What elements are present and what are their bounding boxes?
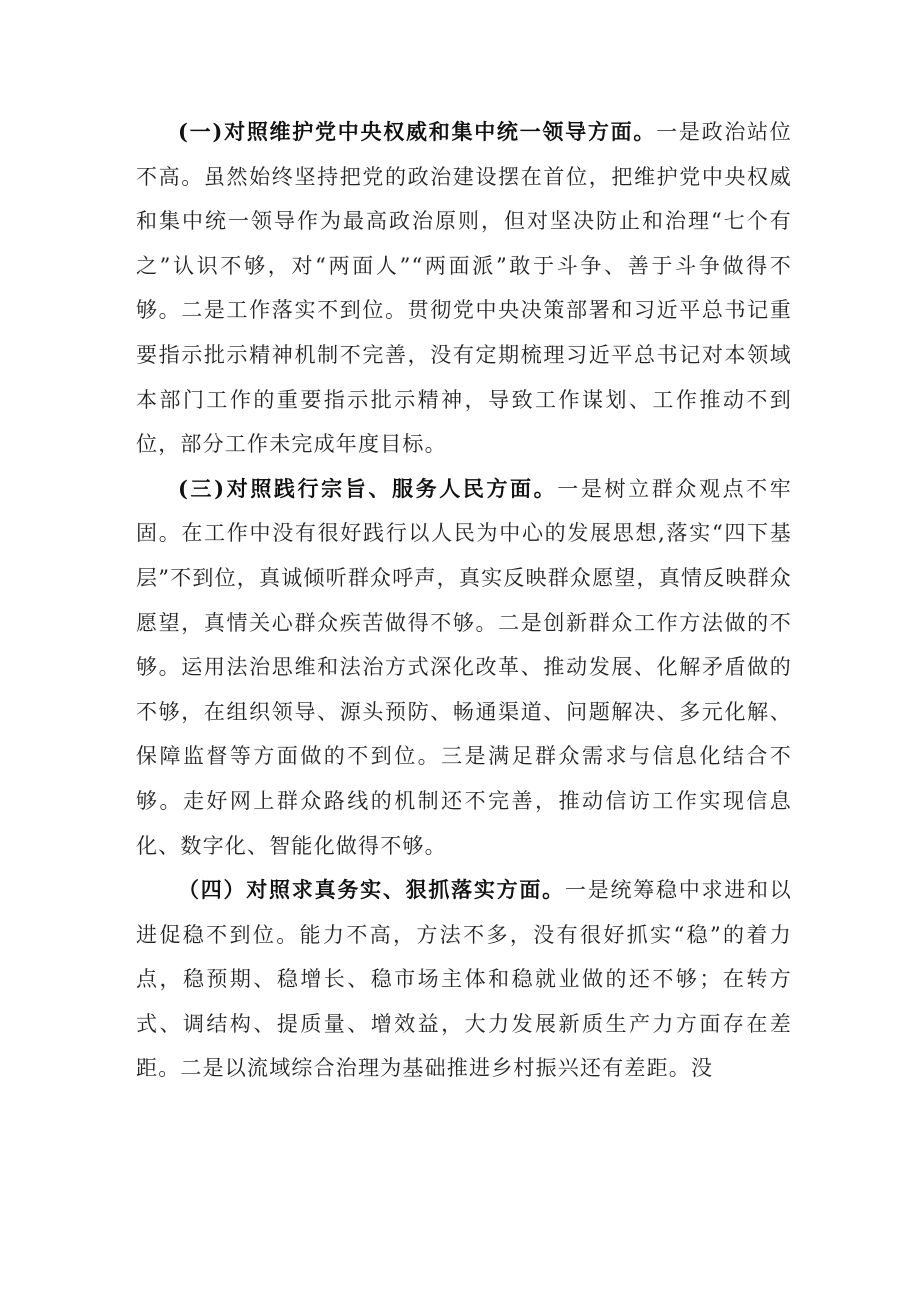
paragraph-1 <box>136 110 792 467</box>
paragraph-2-heading: (三)对照践行宗旨、服务人民方面。 <box>178 475 558 501</box>
paragraph-2 <box>136 467 792 868</box>
paragraph-3 <box>136 868 792 1091</box>
paragraph-3-text: 一是统筹稳中求进和以进促稳不到位。能力不高，方法不多，没有很好抓实“稳”的着力点，稳预期、稳增长、稳市场主体和稳就业做的还不够；在转方式、调结构、提质量、增效益，大力发展新质生产力方面存在差距。二是以流域综合治理为基础推进乡村振兴还有差距。没 <box>136 878 793 1081</box>
paragraph-1-heading: (一)对照维护党中央权威和集中统一领导方面。 <box>178 119 657 144</box>
paragraph-2-text: 一是树立群众观点不牢固。在工作中没有很好践行以人民为中心的发展思想,落实“四下基层”不到位，真诚倾听群众呼声，真实反映群众愿望，真情反映群众愿望，真情关心群众疾苦做得不够。二是创新群众工作方法做的不够。运用法治思维和法治方式深化改革、推动发展、化解矛盾做的不够，在组织领导、源头预防、畅通渠道、问题解决、多元化解、保障监督等方面做的不到位。三是满足群众需求与信息化结合不够。走好网上群众路线的机制还不完善，推动信访工作实现信息化、数字化、智能化做得不够。 <box>136 476 792 858</box>
paragraph-1-text: 一是政治站位不高。虽然始终坚持把党的政治建设摆在首位，把维护党中央权威和集中统一领导作为最高政治原则，但对坚决防止和治理“七个有之”认识不够，对“两面人”“两面派”敢于斗争、善于斗争做得不够。二是工作落实不到位。贯彻党中央决策部署和习近平总书记重要指示批示精神机制不完善，没有定期梳理习近平总书记对本领域本部门工作的重要指示批示精神，导致工作谋划、工作推动不到位，部分工作未完成年度目标。 <box>136 120 792 457</box>
document-body <box>136 110 792 1091</box>
paragraph-3-heading: （四）对照求真务实、狠抓落实方面。 <box>178 877 565 903</box>
